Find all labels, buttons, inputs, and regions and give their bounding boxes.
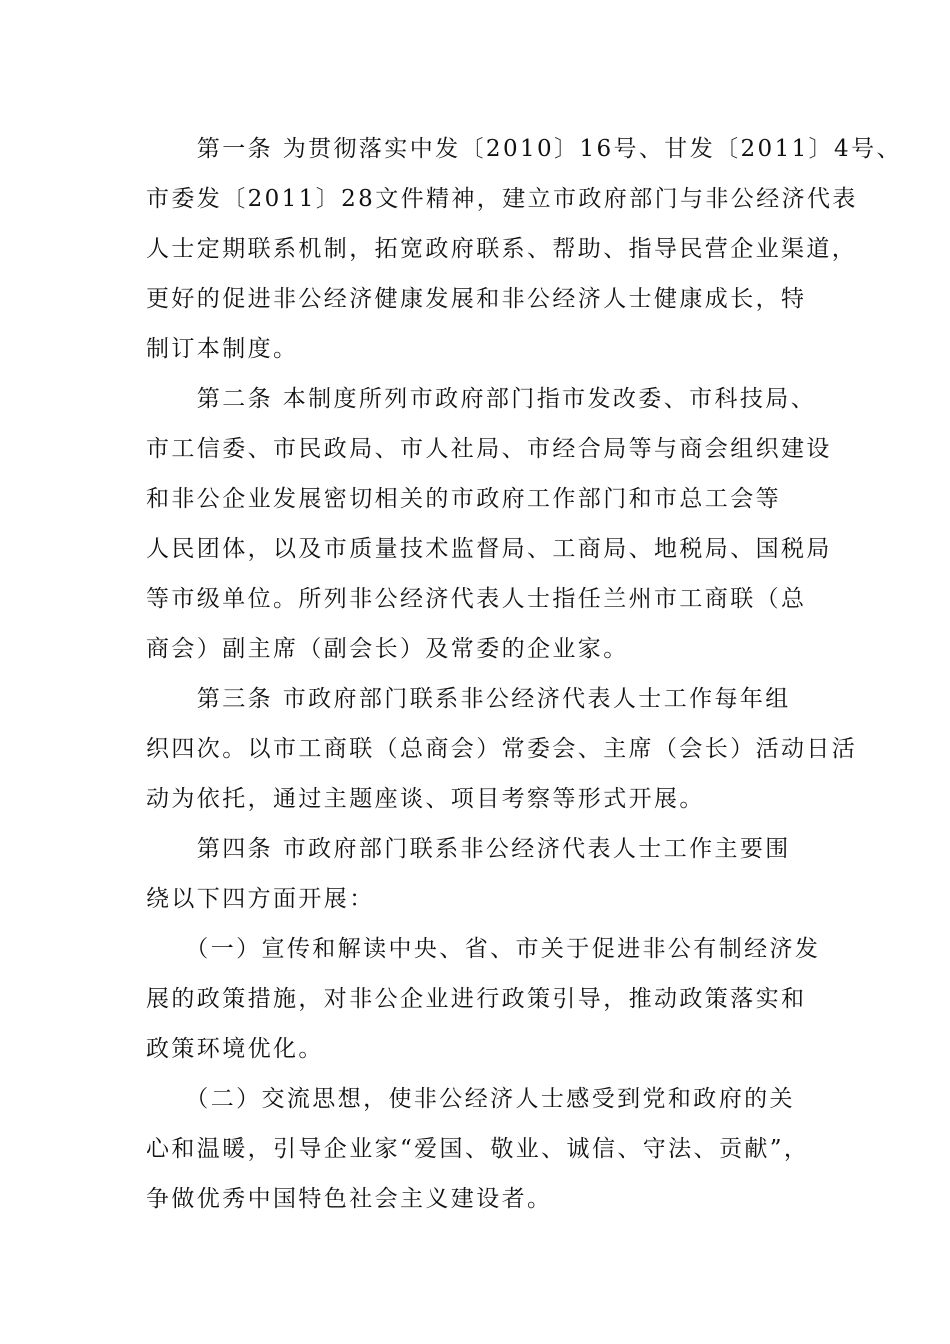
text-line: 第三条 市政府部门联系非公经济代表人士工作每年组 <box>146 686 791 712</box>
text-line: 第二条 本制度所列市政府部门指市发改委、市科技局、 <box>146 386 817 412</box>
text-line: （二）交流思想，使非公经济人士感受到党和政府的关 <box>146 1086 795 1112</box>
item-2-paragraph <box>146 1074 836 1224</box>
text-line: 绕以下四方面开展： <box>146 886 375 912</box>
text-line: 动为依托，通过主题座谈、项目考察等形式开展。 <box>146 786 705 812</box>
text-line: 市工信委、市民政局、市人社局、市经合局等与商会组织建设 <box>146 436 832 462</box>
text-line: 人民团体，以及市质量技术监督局、工商局、地税局、国税局 <box>146 536 832 562</box>
text-line: （一）宣传和解读中央、省、市关于促进非公有制经济发 <box>146 936 821 962</box>
text-line: 织四次。以市工商联（总商会）常委会、主席（会长）活动日活 <box>146 736 858 762</box>
item-1-paragraph <box>146 924 836 1074</box>
article-3-paragraph <box>146 674 858 824</box>
text-line: 第一条 为贯彻落实中发〔2010〕16号、甘发〔2011〕4号、 <box>146 136 902 162</box>
text-line: 和非公企业发展密切相关的市政府工作部门和市总工会等 <box>146 486 781 512</box>
text-line: 商会）副主席（副会长）及常委的企业家。 <box>146 636 629 662</box>
text-line: 制订本制度。 <box>146 336 299 362</box>
article-4-paragraph <box>146 824 836 924</box>
text-line: 展的政策措施，对非公企业进行政策引导，推动政策落实和 <box>146 986 807 1012</box>
article-2-paragraph <box>146 374 836 674</box>
article-1-paragraph <box>146 124 902 374</box>
text-line: 等市级单位。所列非公经济代表人士指任兰州市工商联（总 <box>146 586 807 612</box>
text-line: 心和温暖，引导企业家“爱国、敬业、诚信、守法、贡献”， <box>146 1136 810 1162</box>
text-line: 第四条 市政府部门联系非公经济代表人士工作主要围 <box>146 836 791 862</box>
text-line: 政策环境优化。 <box>146 1036 324 1062</box>
text-line: 市委发〔2011〕28文件精神，建立市政府部门与非公经济代表 <box>146 186 858 212</box>
text-line: 更好的促进非公经济健康发展和非公经济人士健康成长，特 <box>146 286 807 312</box>
text-line: 人士定期联系机制，拓宽政府联系、帮助、指导民营企业渠道， <box>146 236 858 262</box>
text-line: 争做优秀中国特色社会主义建设者。 <box>146 1186 553 1212</box>
